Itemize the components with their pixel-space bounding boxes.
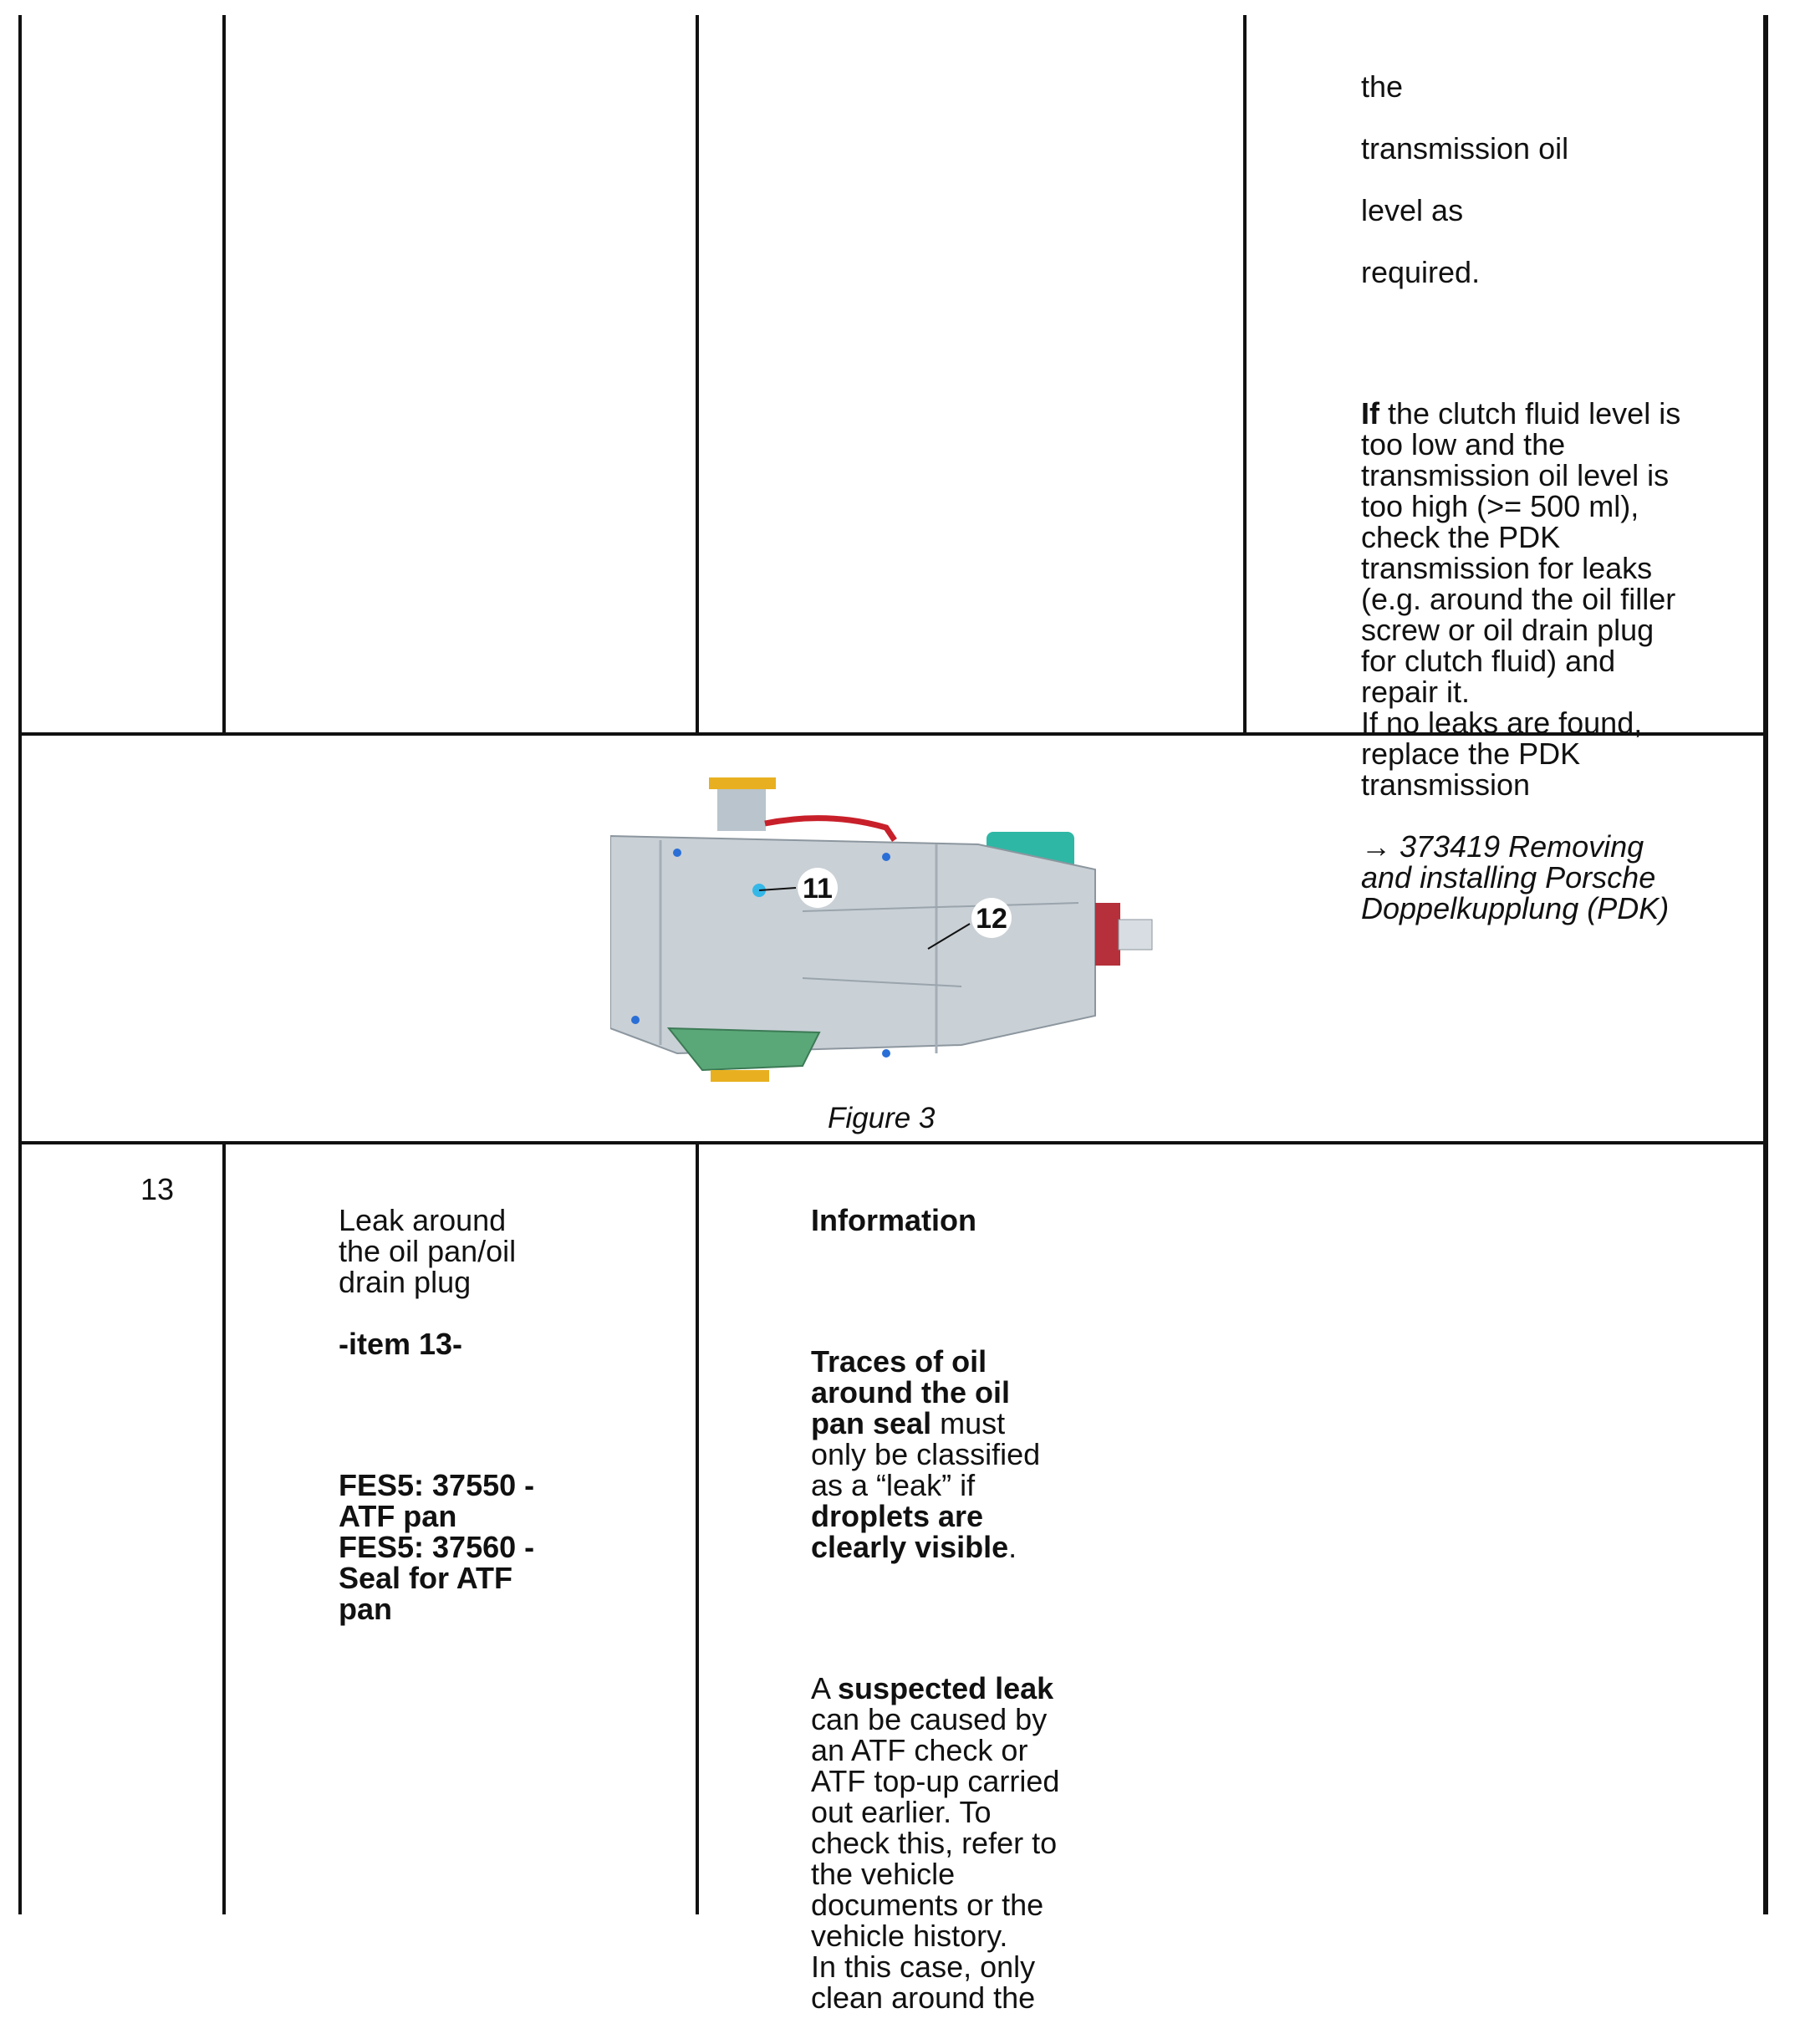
procedure-reference-text[interactable]: → 373419 Removing and installing Porsche Doppelkupplung (PDK) xyxy=(1361,829,1670,925)
callout-11-label: 11 xyxy=(803,873,833,905)
continuation-line-2: transmission oil xyxy=(1361,131,1569,166)
col-divider-2-top xyxy=(696,15,699,734)
table-border-left xyxy=(18,15,22,1914)
row13-number: 13 xyxy=(140,1172,175,1206)
if-keyword: If xyxy=(1361,396,1379,431)
fes-codes-text: FES5: 37550 - ATF pan FES5: 37560 - Seal for ATF pan xyxy=(339,1468,535,1626)
if-instruction-text: the clutch fluid level is too low and the transmission oil level is too high (>= 500 ml), check the PDK transmission for leaks (e.g. around the oil filler screw or oil drain plug for clutch fluid) and repair it. If no leaks are found, replace the PDK transmission xyxy=(1361,396,1681,802)
col-divider-2-bottom xyxy=(696,1141,699,1914)
continuation-line-1: the xyxy=(1361,69,1404,104)
top-row-col4-text xyxy=(1361,40,1754,955)
oil-pan xyxy=(669,1028,819,1070)
transmission-illustration xyxy=(610,777,1179,1095)
procedure-reference[interactable] xyxy=(1361,831,1754,924)
bolt xyxy=(882,853,890,861)
info-p1-end: . xyxy=(1008,1530,1017,1564)
item-reference xyxy=(339,1328,673,1359)
info-p2-rest: can be caused by an ATF check or ATF top-up carried out earlier. To check this, refer to the vehicle documents or the vehicle history. In this case, only clean around the xyxy=(811,1702,1060,2015)
transmission-housing xyxy=(610,836,1095,1053)
info-p1-bold: Traces of oil around the oil pan seal xyxy=(811,1344,1010,1440)
if-leak-instruction xyxy=(1361,398,1754,800)
row13-description xyxy=(339,1174,673,1655)
filler-neck xyxy=(717,789,766,831)
information-heading xyxy=(811,1205,1162,1236)
info-paragraph-1 xyxy=(811,1346,1162,1562)
red-line-pipe xyxy=(765,818,895,840)
bolt xyxy=(631,1016,640,1024)
info-p1-mid: must only be classified as a “leak” if xyxy=(811,1406,1041,1502)
info-p1-bold2: droplets are clearly visible xyxy=(811,1499,1009,1564)
bolt xyxy=(673,849,681,857)
continuation-line-3: level as xyxy=(1361,193,1464,227)
info-p2-bold: suspected leak xyxy=(838,1671,1054,1705)
bolt xyxy=(882,1049,890,1058)
info-paragraph-2 xyxy=(811,1673,1162,2013)
info-p2-a: A xyxy=(811,1671,839,1705)
transmission-figure xyxy=(610,777,1179,1095)
fes-codes xyxy=(339,1470,673,1624)
col-divider-1-top xyxy=(222,15,226,734)
filler-cap xyxy=(709,777,776,789)
table-border-right xyxy=(1763,15,1768,1914)
callout-12-label: 12 xyxy=(976,903,1007,935)
drain-plug xyxy=(711,1070,769,1082)
item-reference-text: -item 13- xyxy=(339,1327,463,1361)
row-divider-2 xyxy=(18,1141,1767,1144)
figure-caption: Figure 3 xyxy=(828,1102,936,1134)
output-shaft xyxy=(1119,920,1152,950)
col-divider-3-top xyxy=(1243,15,1247,734)
output-flange xyxy=(1095,903,1120,966)
leak-description: Leak around the oil pan/oil drain plug xyxy=(339,1203,517,1299)
information-heading-text: Information xyxy=(811,1203,976,1237)
col-divider-1-bottom xyxy=(222,1141,226,1914)
row13-information xyxy=(811,1174,1162,2044)
continuation-line-4: required. xyxy=(1361,255,1481,289)
